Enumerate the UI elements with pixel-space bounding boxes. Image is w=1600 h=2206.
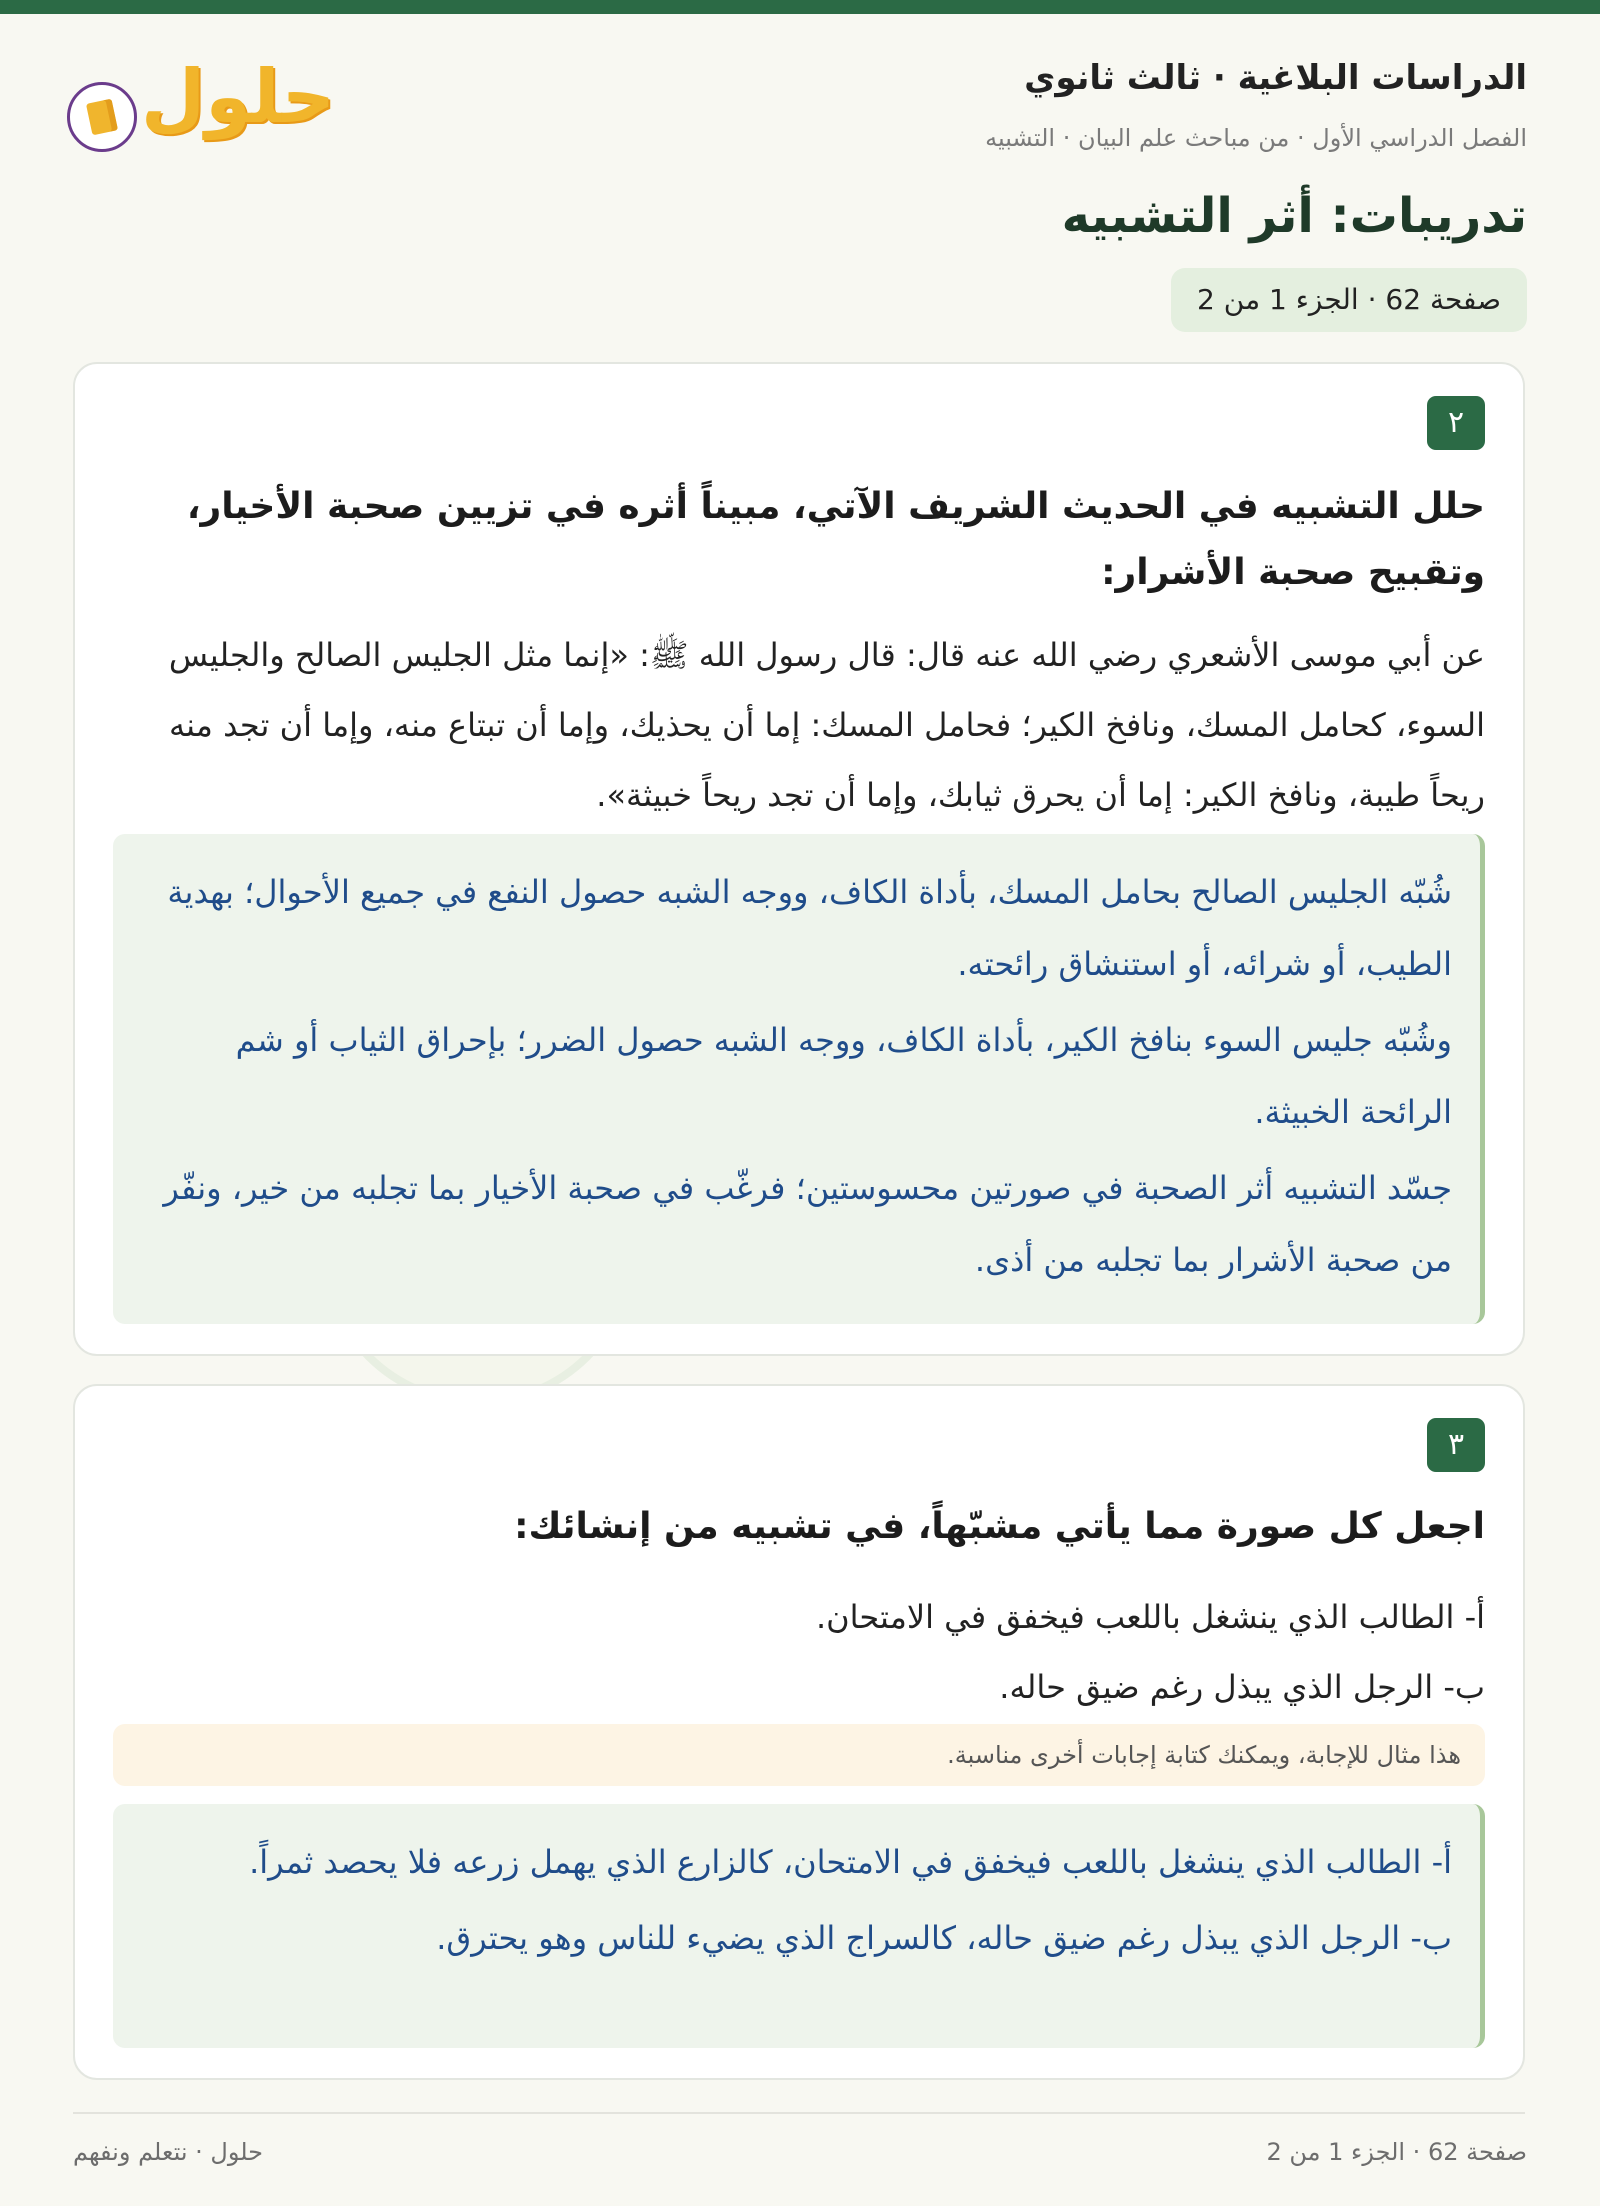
logo-wordmark: حلول bbox=[141, 54, 336, 140]
answer-paragraph: وشُبّه جليس السوء بنافخ الكير، بأداة الكاف، ووجه الشبه حصول الضرر؛ بإحراق الثياب أو شم الرائحة الخبيثة. bbox=[235, 1021, 1452, 1131]
question-items bbox=[125, 1582, 1485, 1722]
footer-page-info: صفحة 62 · الجزء 1 من 2 bbox=[1266, 2138, 1527, 2166]
answer-box bbox=[113, 1804, 1485, 2048]
answer-paragraph: شُبّه الجليس الصالح بحامل المسك، بأداة الكاف، ووجه الشبه حصول النفع في جميع الأحوال؛ بهدية الطيب، أو شرائه، أو استنشاق رائحته. bbox=[167, 873, 1452, 983]
answer-paragraph: ب- الرجل الذي يبذل رغم ضيق حاله، كالسراج الذي يضيء للناس وهو يحترق. bbox=[436, 1919, 1452, 1957]
page-header bbox=[67, 54, 1527, 198]
footer-divider bbox=[73, 2112, 1525, 2114]
answer-paragraph: أ- الطالب الذي ينشغل باللعب فيخفق في الامتحان، كالزارع الذي يهمل زرعه فلا يحصد ثمراً. bbox=[249, 1843, 1452, 1881]
hadith-text: عن أبي موسى الأشعري رضي الله عنه قال: قال رسول الله ﷺ: «إنما مثل الجليس الصالح والجليس السوء، كحامل المسك، ونافخ الكير؛ فحامل المسك: إما أن يحذيك، وإما أن تبتاع منه، وإما أن تجد منه ريحاً طيبة، ونافخ الكير: إما أن يحرق ثيابك، وإما أن تجد ريحاً خبيثة». bbox=[168, 636, 1485, 814]
answer-note: هذا مثال للإجابة، ويمكنك كتابة إجابات أخرى مناسبة. bbox=[113, 1724, 1485, 1786]
question-number-badge: ٢ bbox=[1427, 396, 1485, 450]
question-prompt: حلل التشبيه في الحديث الشريف الآتي، مبيناً أثره في تزيين صحبة الأخيار، وتقبيح صحبة الأشرار: bbox=[186, 486, 1485, 593]
answer-paragraph: جسّد التشبيه أثر الصحبة في صورتين محسوستين؛ فرغّب في صحبة الأخيار بما تجلبه من خير، ونفّر من صحبة الأشرار بما تجلبه من أذى. bbox=[163, 1169, 1452, 1279]
question-number-badge: ٣ bbox=[1427, 1418, 1485, 1472]
list-item: ب- الرجل الذي يبذل رغم ضيق حاله. bbox=[999, 1668, 1485, 1706]
question-card bbox=[73, 362, 1525, 1356]
answer-box bbox=[113, 834, 1485, 1324]
question-prompt: اجعل كل صورة مما يأتي مشبّهاً، في تشبيه من إنشائك: bbox=[514, 1506, 1485, 1547]
page-title: تدريبات: أثر التشبيه bbox=[1061, 188, 1527, 244]
question-card bbox=[73, 1384, 1525, 2080]
subject-title: الدراسات البلاغية · ثالث ثانوي bbox=[1024, 58, 1527, 98]
page-badge: صفحة 62 · الجزء 1 من 2 bbox=[1171, 268, 1527, 332]
breadcrumb: الفصل الدراسي الأول · من مباحث علم البيان · التشبيه bbox=[985, 124, 1527, 152]
book-icon bbox=[67, 82, 137, 152]
site-logo[interactable] bbox=[67, 54, 336, 168]
footer-brand: حلول · نتعلم ونفهم bbox=[73, 2138, 263, 2166]
top-accent-bar bbox=[0, 0, 1600, 14]
list-item: أ- الطالب الذي ينشغل باللعب فيخفق في الامتحان. bbox=[815, 1598, 1485, 1636]
